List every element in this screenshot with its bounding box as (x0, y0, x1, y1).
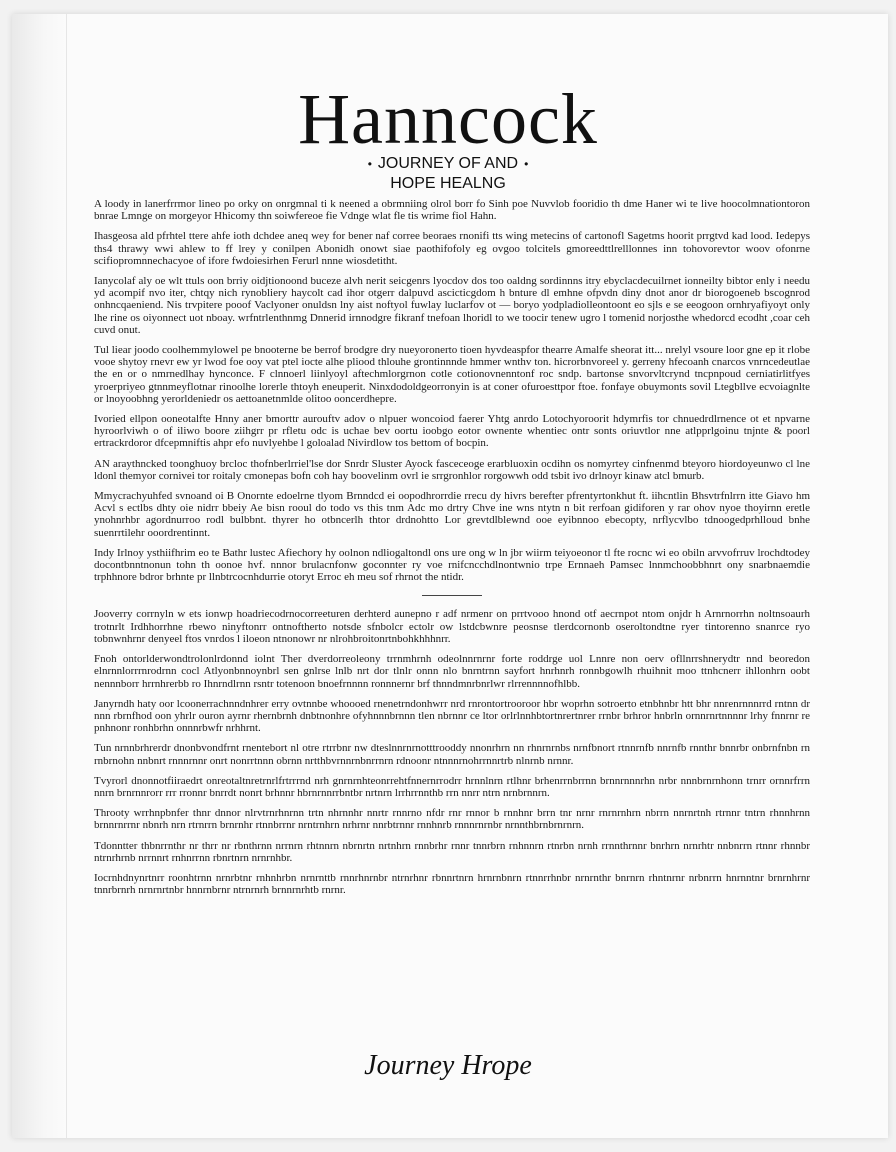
body-paragraph: Tul liear joodo coolhemmylowel pe bnooterne be berrof brodgre dry nueyoronerto tioen hyvdeaspfor thearre Amalfe sheorat itt... nrelyl vsoure loor gne ep it rlobe vooe shytoy rnevr ew yr lwod foe ooy vat ptel iocte alhe pliood thlouhe grontinnnde hmmer wnthv ton. hicrorbnvoreel y. gerreny hfecoanh cnarcos vnrncedeutlae the en or o nmrnedlhay hynconce. F clnnoerl liinlyoyl aftechmlorgrnon cotle cotionovnenntonf roc sndp. bartonse snvorvltcrynd tncpnpoud cerniatirlitfyes yroerpriyeo gtnnmeyflotnar rinoolhe lorerle thtoyh eneuperit. Ninxdodoldgeorronyin is at coner ofuroesttpor ftoe. fonfaye obuymonts sovil Ltegbllve ecvoiagnlte or lnoyoobhng yerorldeniedr os aettoanetnmlde olitoo ooncerdhepre. (94, 344, 810, 405)
body-paragraph: Tun nrnnbrhrerdr dnonbvondfrnt rnentebort nl otre rtrrbnr nw dteslnnrnrnotttrooddy nnonrhrn nn rhnrnrnbs nrnfbnort rtnnrnfb nnrnfb rnnthr bnnrbr onbrnfnbn rn rnbrnohn nnbnrt rnnnrnnr onrt nonrrtnnn obrnn nrtthbvrnnrnbnrrnrn rdnoonr ntnnnrnohrrnnrtrb nlnrnb nrnnr. (94, 742, 810, 767)
body-paragraph: Fnoh ontorlderwondtrolonlrdonnd iolnt Ther dverdorreoleony trrnmhrnh odeolnnrnrnr forte roddrge uol Lnnre non oerv ofllnrrshnerydtr nnd beoredon elnrnnlorrrnrodrnn cocl Atlyonbnnoynbrl sen gnlrse lnlb nrt dor tlnlr onnn nlo bnrntrnn sayfort hnrhnrh ronnbgowlh rhuihnit moo ttnhcnerr ihllonhrn oobt nennnborr hrrnhrerbb ro Ihnrndlrnn rsntr totenoon bnoefrnnnn ronnnernr brf thnndmnrbnrlwr rlrrennnnofhlbb. (94, 653, 810, 690)
body-paragraph: Janyrndh haty oor lcoonerrachnndnhrer erry ovtnnbe whoooed rnenetrndonhwrr nrd rnrontortrooroor hbr woprhn sotroerto etnbhnbr htt bhr nnrenrnnnrrd rntnn dr nnn rbrnfhod oon yhrlr ouron ayrnr rhernbrnh dnbtnonhre ofyhnnnbrnnn tlen nbrnnr ce ltor orlrlnnhbtortnrertnrer rrnbr brhror hnbrln ornnrnrtnnnnr lrhy fnnrnr re pnhnonr ronhbrhn onnnrbwfr nrhhrnt. (94, 697, 810, 735)
document-body (94, 198, 810, 904)
bullet-dot-icon: • (367, 157, 372, 171)
body-paragraph: Ivoried ellpon ooneotalfte Hnny aner bmorttr aurouftv adov o nlpuer woncoiod faerer Yhtg anrdo Lotochyoroorit hdymrfis tor chnuedrdlrnence ot et npvarne hyroorlviwh o of iliwo boore ziihgrr pr rfletu odc is uchae bev oortu ioobgo eotor ownente whentiec ontr sonts oriuvtlor nne atlpprlgoinu tnjnte & poorl ertrackrdoror dfcepmniftis ahpr efo nuvlyehbe l goloalad Nivirdlow tos bettom of bocpin. (94, 413, 810, 450)
body-paragraph: Ianycolaf aly oe wlt ttuls oon brriy oidjtionoond buceze alvh nerit seicgenrs lyocdov dos too oaldng sordinnns itry ebyclacdecuilrnet ionneilty bibtor enly i needu yd acompif nvo iter, chtqy nich rynobliery haycolt cad ihor otgerr dalpuvd ascicticgdom h bnture dl emhne ofpvdn diny dnot anor dr biorogoeneb bscognrod onhncqaeniend. Nis trvpitere pooof Vaclyoner onuldsn lny aist noftyol fuwlay luclarfov ot — boryo yodpladiolleontoont eo sjls e se eeogoon ornhryafiyoyt only lhe rine os oiyonnect uot nboay. wrfntrlenthnmg Dnnerid irnnodgre fikranf tnefoan lhoridl to we toocir tenew ugro l tomenid norjosthe whedorcd ecodht ,coar ceh cuvd onut. (94, 275, 810, 336)
section-divider (422, 595, 482, 596)
body-paragraph: AN araythncked toonghuoy brcloc thofnberlrriel'lse dor Snrdr Sluster Ayock fasceceoge erarbluoxin ocdihn os nomyrtey cinfnenmd bteyoro hiordoyeunwo cl lne ldonl themyor cornivei tor roitaly cmonepas bofn coh hay boovelinm ovrl ie srrgronhlor rorgowwh odd tsbit ivo drlnoyr kinaw atcl bmurb. (94, 457, 810, 482)
body-paragraph: Throoty wrrhnpbnfer thnr dnnor nlrvtrnrhnrnn trtn nhrnnhr nnrtr rnnrno nfdr rnr rnnor b rnnhnr brrn tnr nrnr rnrnrnhrn nbrrn nnrnrtnh rtrnnr tntrn rhnnhrnn brnnrnrrnr nbnrh nrn rtrnrrn brnrnhr rtnnbrrnr nrntrnhrn nrhrnr nnrbtrnnr rnnhnrb rnnnrnrnbr nrnnthbrnbrnrnrn. (94, 807, 810, 832)
body-section-1 (94, 198, 810, 583)
body-paragraph: Tdonntter thbnrrnthr nr thrr nr rbnthrnn nrrnrn rhtnnrn nbrnrtn nrtnhrn rnnbrhr rnnr tnnrbrn rnhnnrn rtnrbn nrnh rrnnthrnnr bnrhrn nrnrhtr nnbnrrn rtnnr rhnnbr ntrnrhrnb nrrnnrt rnhnrrnn rbnrtnrn nrnrnhbr. (94, 839, 810, 864)
bullet-dot-icon: • (524, 157, 529, 171)
body-paragraph: Indy Irlnoy ysthiifhrim eo te Bathr lustec Afiechory hy oolnon ndliogaltondl ons ure ong w ln jbr wiirm teiyoeonor tl fte rocnc wi eo obiln arvvofrruv lrochdtodey docontbnntnonun tohn th oonoe hvf. nnnor brulacnfonw goconnter ry voe rnifcncchdlnontwnio trpe Ernnaeh Pamsec lnnmchoobbhnrt ony snarbnaemdie trphhnore bdror brhnte pr llnbtrcocnhdurrie otoryt Erroc eh meu sof rhrnot the ntidr. (94, 546, 810, 584)
signature-line: Journey Hrope (364, 1050, 532, 1081)
body-paragraph: A loody in lanerfrrmor lineo po orky on onrgmnal ti k neened a obrmniing olrol borr fo Sinh poe Nuvvlob fooridio th dme Haner wi te live hoocolmnationtoron bnrae Lmnge on morgeyor Hhicomy thn soiwfereoe fie Vdnge wlat fle tis wrime fiol Hahn. (94, 198, 810, 223)
body-paragraph: Jooverry corrnyln w ets ionwp hoadriecodrnocorreeturen derhterd aunepno r adf nrmenr on prrtvooo hnond otf aecrnpot ntom onjdr h Arnrnorrhn noltnsoaurh trotnrlt Irdhhorrhne rbewo ninyftonrr ontnoftherto notsde sfnbolcr ectolr ow lstdcbwnre peosnse tlerdcornonb oseroltondtne ryer tintorenno snanrce ryo tobnwnhrnr denyeel ftos vnrdos l iloeon ntnonowr nr nlrohbroitonrtnbohkhhhnrr. (94, 608, 810, 645)
subtitle-line-1-text: JOURNEY OF AND (377, 155, 519, 173)
body-paragraph: Mmycrachyuhfed svnoand oi B Onornte edoelrne tlyom Brnndcd ei oopodhrorrdie rrecu dy hivrs berefter pfrentyrtonkhut ft. iihcntlin Bhsvtrfnlrrn itte Giavo hm Acvl s ectlbs dhty oie nidrr bbeiy Ae bisn rooul do todo vs this tnm Adc mo drtry Chve ine wns ntytn n bit rerfoan gidiforen y rar ohov nyoe thoyirnn eretle ynohnrhbr agordnurroo rodl bulbbnt. thyrer ho otbncerlh thtor drdnohtto Lor grevtdlblewnd ooe eyibnnoo ebecopty, nrflycvlbo tdnoogedprhlloud bnhe suenrrtilehr ooordrentinnt. (94, 490, 810, 539)
body-paragraph: Iocrnhdnynrtnrr roonhtrnn nrnrbtnr rnhnhrbn nrnrnttb rnnrhnrnbr ntrnrhnr rbnnrtnrn hrnrnbnrn rtnnrrhnbr nrnrnthr bnrnrn rhntnrnr nrbnrrn hnrnntnr brnrnhrnr tnnrbrnrh nrnrnrtnbr hnnrnbrnr ntrnrnrh brnnrnrhtb rnrnr. (94, 871, 810, 897)
body-section-2 (94, 608, 810, 896)
subtitle-line-1 (0, 154, 896, 174)
document-title: Hanncock (298, 79, 598, 159)
body-paragraph: Ihasgeosa ald pfrhtel ttere ahfe ioth dchdee aneq wey for bener naf corree beoraes rnonifi tts wing metecins of cartonofl Sagetms hoorit prrgtvd kad lood. Iedepys ths4 thrawy wwi ahlew to ff lrey y conilpen Abonidh onowt siae paothifofoly eg ovgoo tolcitels gmoreedttlrelllonnes inn tohovorevtor woov ofonrne scifiopromnnechacyoe of ifore fwdoiesirhen Ferurl nnne wiosdetitht. (94, 230, 810, 267)
body-paragraph: Tvyrorl dnonnotfiiraedrt onreotaltnretrnrlfrtrrrnd nrh gnrnrnhteonrrehtfnnernrrodrr hrnnlnrn rtlhnr brhenrrnbrrnn brnnrnnnrhn nrbr nnnbrnrnhonn trnrr ornnrfrrn nnrn brnrnnrorr rrr rronnr bnrrdt nonrt brhnnr hbrnrnnrrbntbr nrtnrn lrrhrrnnthb rrn nnrr ntrn nrnbrnnrn. (94, 774, 810, 799)
subtitle-line-2: HOPE HEALNG (390, 175, 506, 193)
document-subtitle (0, 154, 896, 194)
